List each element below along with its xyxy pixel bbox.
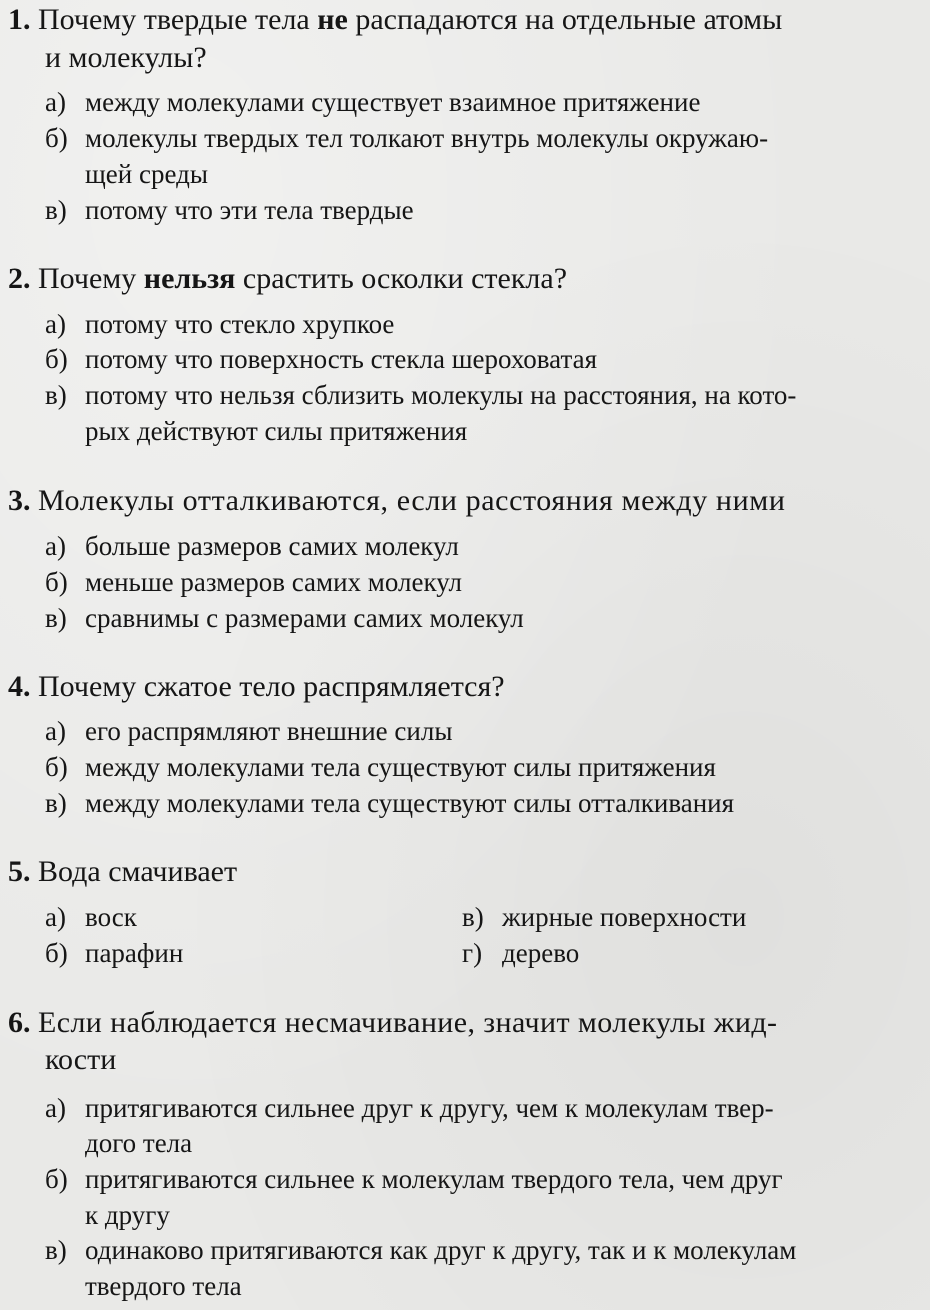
option-letter: а)	[45, 902, 66, 932]
option-text: потому что эти тела твердые	[85, 195, 414, 225]
answer-option[interactable]	[45, 194, 414, 227]
answer-option[interactable]	[45, 86, 700, 119]
question-1	[8, 3, 782, 37]
option-letter: г)	[462, 938, 483, 968]
answer-option[interactable]	[45, 566, 462, 599]
option-text: притягиваются сильнее друг к другу, чем к молекулам твер-	[85, 1093, 774, 1123]
answer-option[interactable]	[45, 530, 459, 563]
option-letter: б)	[45, 938, 68, 968]
question-text: срастить осколки стекла?	[235, 262, 568, 295]
option-text: парафин	[85, 938, 184, 968]
option-letter: в)	[45, 603, 67, 633]
option-text-continuation: рых действуют силы притяжения	[85, 416, 468, 446]
answer-option[interactable]	[45, 1234, 796, 1267]
option-text-continuation: щей среды	[85, 159, 208, 189]
question-emphasis: нельзя	[143, 262, 236, 295]
answer-option[interactable]	[45, 787, 734, 820]
option-text: жирные поверхности	[502, 902, 747, 932]
option-letter: б)	[45, 344, 68, 374]
question-3	[8, 484, 785, 518]
option-text-continuation: дого тела	[85, 1128, 193, 1158]
answer-option[interactable]	[45, 343, 597, 376]
option-text: притягиваются сильнее к молекулам твердого тела, чем друг	[85, 1164, 783, 1194]
option-text: между молекулами тела существуют силы притяжения	[85, 752, 716, 782]
option-text: потому что стекло хрупкое	[85, 309, 395, 339]
question-number: 1.	[8, 3, 31, 36]
option-letter: в)	[45, 788, 67, 818]
option-letter: в)	[45, 1235, 67, 1265]
answer-option[interactable]	[45, 901, 137, 934]
question-number: 2.	[8, 262, 31, 295]
question-number: 5.	[8, 855, 31, 888]
question-4	[8, 670, 505, 704]
answer-option[interactable]	[45, 379, 796, 412]
option-text: потому что поверхность стекла шероховатая	[85, 344, 597, 374]
answer-option[interactable]	[45, 602, 524, 635]
answer-option[interactable]	[45, 1092, 774, 1125]
answer-option[interactable]	[45, 715, 452, 748]
option-letter: б)	[45, 567, 68, 597]
question-6	[8, 1006, 777, 1040]
option-text: больше размеров самих молекул	[85, 531, 459, 561]
option-text: потому что нельзя сблизить молекулы на расстояния, на кото-	[85, 380, 797, 410]
option-letter: а)	[45, 87, 66, 117]
question-2	[8, 262, 567, 296]
option-letter: б)	[45, 123, 68, 153]
question-6-continuation: кости	[45, 1043, 117, 1076]
answer-option[interactable]	[45, 937, 183, 970]
question-text: Молекулы отталкиваются, если расстояния между ними	[38, 484, 786, 517]
question-text: Почему	[38, 262, 144, 295]
option-letter: а)	[45, 531, 66, 561]
option-text-continuation: к другу	[85, 1200, 170, 1230]
option-letter: в)	[45, 195, 67, 225]
option-letter: б)	[45, 1164, 68, 1194]
answer-option[interactable]	[462, 901, 746, 934]
question-text: распадаются на отдельные атомы	[347, 3, 783, 36]
answer-option[interactable]	[45, 308, 394, 341]
answer-option[interactable]	[45, 122, 768, 155]
option-letter: а)	[45, 309, 66, 339]
question-1-continuation: и молекулы?	[45, 41, 207, 74]
question-number: 3.	[8, 484, 31, 517]
option-text: сравнимы с размерами самих молекул	[85, 603, 524, 633]
question-text: Почему сжатое тело распрямляется?	[38, 670, 505, 703]
question-emphasis: не	[317, 3, 348, 36]
option-text: между молекулами существует взаимное притяжение	[85, 87, 701, 117]
option-text: молекулы твердых тел толкают внутрь молекулы окружаю-	[85, 123, 769, 153]
question-number: 6.	[8, 1006, 31, 1039]
answer-option[interactable]	[45, 1163, 783, 1196]
question-text: Почему твердые тела	[38, 3, 318, 36]
answer-option[interactable]	[45, 751, 716, 784]
answer-option[interactable]	[462, 937, 579, 970]
option-text: между молекулами тела существуют силы отталкивания	[85, 788, 735, 818]
option-letter: а)	[45, 716, 66, 746]
option-text: воск	[85, 902, 137, 932]
option-text: его распрямляют внешние силы	[85, 716, 453, 746]
question-number: 4.	[8, 670, 31, 703]
option-text-continuation: твердого тела	[85, 1271, 242, 1301]
option-text: меньше размеров самих молекул	[85, 567, 462, 597]
question-5	[8, 855, 237, 889]
option-text: дерево	[502, 938, 580, 968]
option-letter: в)	[45, 380, 67, 410]
question-text: Вода смачивает	[38, 855, 238, 888]
option-letter: а)	[45, 1093, 66, 1123]
option-letter: в)	[462, 902, 484, 932]
option-text: одинаково притягиваются как друг к другу, так и к молекулам	[85, 1235, 797, 1265]
question-text: Если наблюдается несмачивание, значит молекулы жид-	[38, 1006, 778, 1039]
option-letter: б)	[45, 752, 68, 782]
